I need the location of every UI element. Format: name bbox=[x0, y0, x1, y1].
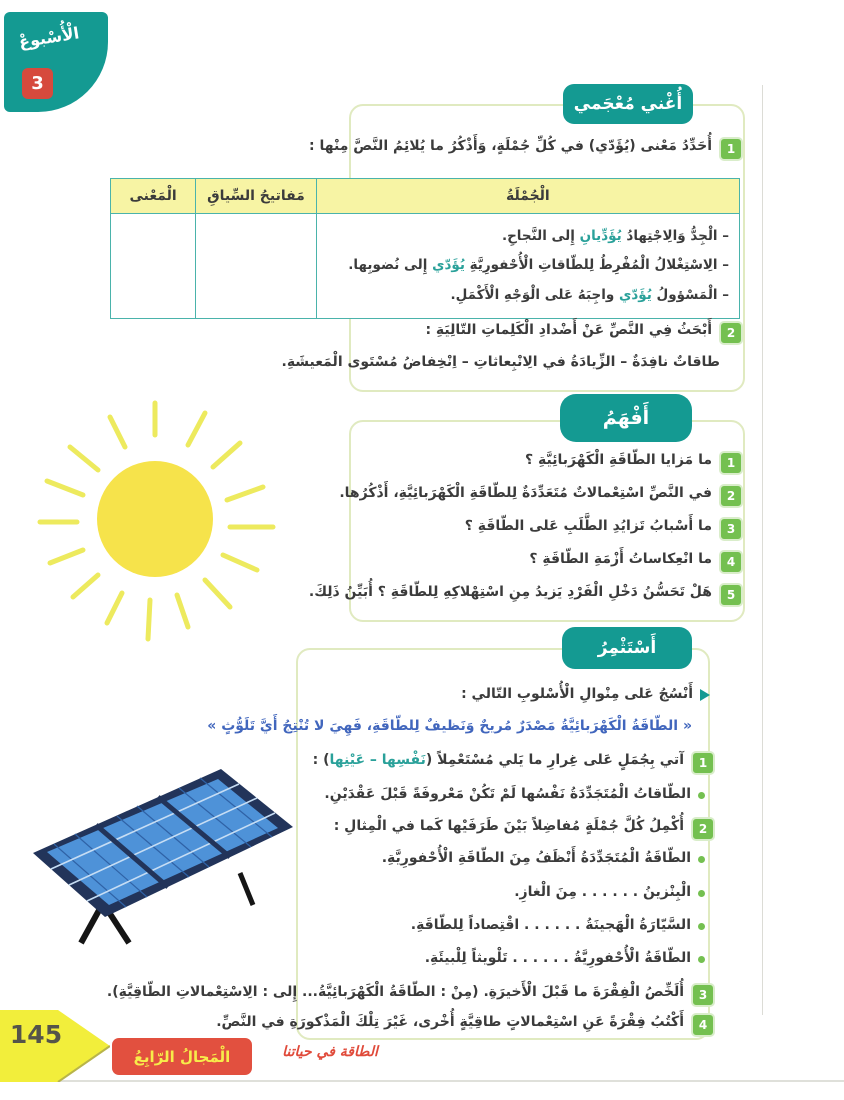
lexicon-section-title: أُغْني مُعْجَمي bbox=[563, 84, 693, 124]
task-number-badge: 3 bbox=[691, 983, 715, 1007]
bullet-text: الْبِنْزينُ . . . . . . مِنَ الْغازِ. bbox=[514, 884, 691, 900]
week-label: الْأُسْبوعْ bbox=[17, 23, 81, 52]
bullet-dot-icon bbox=[698, 890, 705, 897]
task-number-badge: 1 bbox=[691, 751, 715, 775]
highlighted-word: نَفْسِها – عَيْنِها bbox=[329, 752, 426, 768]
page-bottom-edge bbox=[0, 1080, 844, 1082]
bullet-row bbox=[411, 915, 705, 936]
task-number-badge: 2 bbox=[719, 321, 743, 345]
invest-task3-row bbox=[107, 982, 715, 1007]
col-meaning-header: الْمَعْنى bbox=[111, 179, 196, 214]
invest-task1-row bbox=[313, 750, 715, 775]
question-text: ما انْعِكاساتُ أَزْمَةِ الطّاقَةِ ؟ bbox=[529, 551, 712, 567]
sentence-text: إِلى النَّجاحِ. bbox=[501, 228, 580, 245]
highlighted-word: يُؤَدّي bbox=[618, 286, 652, 303]
col-context-header: مَفاتيحُ السِّياقِ bbox=[196, 179, 316, 214]
invest-task2-row bbox=[334, 816, 715, 841]
bullet-dot-icon bbox=[698, 792, 705, 799]
sun-illustration bbox=[25, 395, 295, 645]
question-text: ما أَسْبابُ تَزايُدِ الطَّلَبِ عَلى الطّاقَةِ ؟ bbox=[464, 518, 712, 534]
lexicon-task2-text: أَبْحَثُ فِي النَّصِّ عَنْ أَضْدادِ الْكَلِماتِ التّالِيَةِ : bbox=[425, 322, 712, 338]
question-text: في النَّصِّ اسْتِعْمالاتٌ مُتَعَدِّدَةٌ لِلطّاقَةِ الْكَهْرَبائِيَّةِ، أَذْكُرُها. bbox=[339, 485, 712, 501]
task-number-badge: 4 bbox=[691, 1013, 715, 1037]
sentence-cell bbox=[316, 214, 739, 319]
solar-panel-illustration bbox=[25, 755, 305, 950]
bullet-dot-icon bbox=[698, 856, 705, 863]
bullet-dot-icon bbox=[698, 923, 705, 930]
bullet-row bbox=[514, 882, 705, 903]
week-number-badge: 3 bbox=[22, 68, 53, 99]
bullet-text: الطّاقاتُ الْمُتَجَدِّدَةُ نَفْسُها لَمْ تَكُنْ مَعْروفَةً قَبْلَ عَقْدَيْنِ. bbox=[324, 786, 691, 802]
question-number-badge: 5 bbox=[719, 583, 743, 607]
context-answer-cell[interactable] bbox=[196, 214, 316, 319]
invest-task1-text bbox=[313, 750, 684, 771]
sentence-text: – الْجِدُّ وَالِاجْتِهادُ bbox=[621, 228, 729, 245]
question-row bbox=[339, 483, 743, 508]
lexicon-task1-text: أُحَدِّدُ مَعْنى (يُؤَدّي) في كُلِّ جُمْلَةٍ، وَأَذْكُرُ ما يُلائِمُ النَّصَّ مِنْها : bbox=[309, 138, 712, 154]
sentence-line bbox=[327, 281, 729, 310]
bullet-text: الطّاقَةُ الْمُتَجَدِّدَةُ أَنْظَفُ مِنَ الطّاقَةِ الْأُحْفورِيَّةِ. bbox=[381, 850, 691, 866]
domain-badge: الْمَجالُ الرّابِعُ bbox=[112, 1038, 252, 1075]
invest-task4-text: أَكْتُبُ فِقْرَةً عَنِ اسْتِعْمالاتٍ طاقِيَّةٍ أُخْرى، غَيْرَ تِلْكَ الْمَذْكورَةِ في النَّصِّ. bbox=[216, 1014, 684, 1030]
lexicon-task2-row bbox=[425, 320, 743, 345]
task-number-badge: 1 bbox=[719, 137, 743, 161]
sentence-text: إِلى نُضوبِها. bbox=[348, 257, 433, 274]
bullet-text: السَّيّارَةُ الْهَجينَةُ . . . . . . اقْتِصاداً لِلطّاقَةِ. bbox=[410, 917, 691, 933]
question-number-badge: 1 bbox=[719, 451, 743, 475]
question-number-badge: 4 bbox=[719, 550, 743, 574]
task-text: آتي بِجُمَلٍ عَلى غِرارِ ما يَلي مُسْتَعْمِلاً ( bbox=[425, 752, 684, 768]
question-number-badge: 3 bbox=[719, 517, 743, 541]
sentence-line bbox=[327, 251, 729, 280]
bullet-row bbox=[324, 784, 705, 805]
bullet-row bbox=[425, 948, 705, 969]
week-tab bbox=[4, 12, 108, 112]
comprehension-section-title: أَفْهَمُ bbox=[560, 394, 692, 442]
invest-intro-row bbox=[461, 684, 710, 705]
sentence-text: – الِاسْتِغْلالُ الْمُفْرِطُ لِلطّاقاتِ الْأُحْفورِيَّةِ bbox=[464, 257, 729, 274]
lexicon-task1-row bbox=[309, 136, 743, 161]
task-text: ) : bbox=[312, 752, 330, 768]
antonym-words: طاقاتٌ نافِدَةٌ – الزِّيادَةُ في الِانْبِعاثاتِ – اِنْخِفاضُ مُسْتَوى الْمَعيشَةِ. bbox=[281, 354, 720, 370]
sun-core bbox=[97, 461, 213, 577]
table-header-row bbox=[111, 179, 740, 214]
invest-quote-row bbox=[207, 716, 692, 737]
highlighted-word: يُؤَدِّيانِ bbox=[579, 228, 622, 245]
question-row bbox=[465, 516, 743, 541]
page-margin-line bbox=[762, 85, 763, 1015]
question-row bbox=[309, 582, 743, 607]
question-text: هَلْ تَحَسُّنُ دَخْلِ الْفَرْدِ يَزيدُ مِنِ اسْتِهْلاكِهِ لِلطّاقَةِ ؟ أُبَيِّنُ ذَلِكَ. bbox=[308, 584, 712, 600]
sentence-text: – الْمَسْؤولُ bbox=[651, 286, 729, 303]
bullet-row bbox=[382, 848, 705, 869]
col-sentence-header: الْجُمْلَةُ bbox=[316, 179, 739, 214]
question-row bbox=[529, 549, 743, 574]
invest-task3-text: أُلَخِّصُ الْفِقْرَةَ ما قَبْلَ الْأَخيرَةِ. (مِنْ : الطّاقَةُ الْكَهْرَبائِيَّةُ... إِلى : الِاسْتِعْمالاتِ الطّاقِيَّةِ). bbox=[106, 984, 684, 1000]
question-row bbox=[525, 450, 743, 475]
bullet-text: الطّاقَةُ الْأُحْفورِيَّةُ . . . . . . تَلْويثاً لِلْبيئَةِ. bbox=[424, 950, 691, 966]
sentence-line bbox=[327, 222, 729, 251]
question-text: ما مَزايا الطّاقَةِ الْكَهْرَبائِيَّةِ ؟ bbox=[525, 452, 712, 468]
bullet-dot-icon bbox=[698, 956, 705, 963]
meaning-table bbox=[110, 178, 740, 319]
invest-task2-text: أُكْمِلُ كُلَّ جُمْلَةٍ مُفاضِلاً بَيْنَ طَرَفَيْها كَما في الْمِثالِ : bbox=[333, 818, 684, 834]
invest-section-title: أَسْتَثْمِرُ bbox=[562, 627, 692, 669]
invest-intro-text: أَنْسُجُ عَلى مِنْوالِ الْأُسْلوبِ التّالي : bbox=[461, 686, 693, 702]
question-number-badge: 2 bbox=[719, 484, 743, 508]
page-number: 145 bbox=[9, 1020, 63, 1049]
invest-task4-row bbox=[216, 1012, 715, 1037]
highlighted-word: يُؤَدّي bbox=[432, 257, 465, 274]
style-quote-text: « الطّاقَةُ الْكَهْرَبائِيَّةُ مَصْدَرٌ مُريحٌ وَنَظيفٌ لِلطّاقَةِ، فَهِيَ لا تُنْتِجُ أَيَّ تَلَوُّثٍ » bbox=[207, 718, 692, 734]
lexicon-words-row bbox=[282, 352, 721, 373]
sentence-text: واجِبَهُ عَلى الْوَجْهِ الْأَكْمَلِ. bbox=[450, 286, 619, 303]
lesson-title: الطاقة في حياتنا bbox=[282, 1044, 378, 1060]
meaning-answer-cell[interactable] bbox=[111, 214, 196, 319]
task-number-badge: 2 bbox=[691, 817, 715, 841]
table-body-row bbox=[111, 214, 740, 319]
triangle-bullet-icon bbox=[700, 689, 710, 701]
